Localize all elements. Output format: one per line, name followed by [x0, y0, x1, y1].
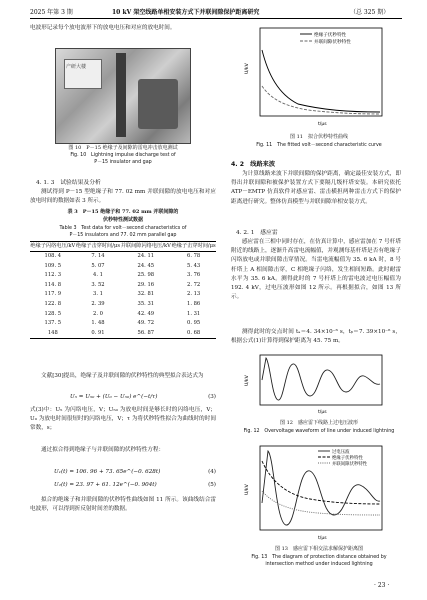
table-row — [30, 290, 216, 300]
fig13-legend-label-1: 过电压波 — [332, 450, 350, 455]
table-cell: 0. 91 — [76, 329, 121, 339]
table-cell: 112. 3 — [44, 272, 62, 279]
table-cell: 108. 4 — [44, 253, 62, 259]
table-cell: 114. 8 — [44, 281, 62, 288]
fig11-gap-curve — [262, 86, 380, 114]
fig11-x-axis-label: t/μs — [318, 122, 327, 127]
table-row — [30, 281, 216, 291]
para-fit-equations: 通过拟合得到绝缘子与并联间隙的伏秒特性方程： — [41, 447, 165, 453]
table-row — [30, 300, 216, 310]
table-cell: 5. 43 — [187, 262, 201, 269]
table3-header-cell: 绝缘子击穿时间/μs — [171, 242, 216, 252]
section-4-2: 4. 2 线路来波 — [231, 161, 276, 168]
fig12-frame — [260, 355, 382, 405]
table-row — [30, 310, 216, 320]
fig12-chart — [238, 352, 388, 416]
table-cell: 117. 9 — [44, 291, 62, 298]
table3-header-row — [30, 242, 216, 252]
table-cell: 1. 48 — [91, 320, 105, 327]
table3-header-cell: 绝缘子击穿时间/μs — [76, 242, 121, 252]
header-rule — [30, 18, 402, 19]
table-cell: 3. 52 — [91, 281, 105, 288]
table-row — [30, 252, 216, 262]
fig11-caption-en: Fig. 11 The fitted volt－second characteristic curve — [256, 143, 382, 148]
fig10-caption-cn: 图 10 P－15 绝缘子及间隙的雷电冲击放电测试 — [68, 145, 178, 151]
para-test-data: 测试得到 P－15 型绝缘子和 77. 02 mm 并联间隙的放电电压和对应放电时间的数据如表 3 所示。 — [30, 189, 216, 205]
fig11-legend-label-2: 并联间隙伏秒特性 — [314, 40, 351, 45]
table-row — [30, 262, 216, 272]
table3-title-cn-2: 伏秒特性测试数据 — [102, 217, 143, 223]
table-cell: 25. 98 — [137, 272, 155, 279]
table-cell: 35. 31 — [137, 300, 155, 307]
equation-3 — [30, 394, 216, 400]
section-4-1-3: 4. 1. 3 试验结果及分析 — [36, 180, 101, 186]
table3-title-cn-1: 表 3 P－15 绝缘子和 77. 02 mm 并联间隙的 — [67, 209, 179, 215]
fig11-chart — [238, 24, 388, 130]
table-cell: 29. 16 — [137, 281, 155, 288]
table-cell: 148 — [30, 329, 76, 339]
table-row — [30, 329, 216, 339]
para-fitted-curves: 拟合的绝缘子和并联间隙的伏秒特性曲线如图 11 所示。该曲线结合雷电波形，可以得到折反射时间差的数据。 — [30, 497, 216, 513]
photo-equipment-column — [116, 53, 126, 137]
para-line-wave: 为计算线路来波下并联间隙的保护距离，确定最佳安装方式，即得出并联间隙和被保护装置方式下要隔几级杆塔安装。本研究依托 ATP－EMTP 仿真软件对感应雷、雷击横担两种雷击方式下的保护距离进行研究。整体仿真模型与并联间隙单相安装方式。 — [231, 171, 401, 205]
table-cell: 2. 13 — [187, 291, 201, 298]
table-row — [30, 319, 216, 329]
photo-test-rig — [138, 79, 178, 129]
table-cell: 3. 76 — [187, 272, 201, 279]
fig11-caption-cn: 图 11 拟合伏秒特性曲线 — [290, 134, 348, 140]
table-cell: 4. 1 — [93, 272, 103, 279]
fig13-legend-label-2: 绝缘子伏秒特性 — [332, 456, 363, 461]
equation-4-formula: U₁(t) = 106. 96 + 73. 65e^(−0. 628t) — [54, 469, 161, 475]
table-cell: 0. 68 — [171, 329, 216, 339]
table-cell: 2. 0 — [93, 310, 103, 317]
table-cell: 1. 86 — [187, 300, 201, 307]
fig13-caption-cn: 图 13 感应雷下相交法求解保护距离图 — [275, 546, 363, 552]
table-cell: 122. 8 — [44, 300, 62, 307]
table-cell: 42. 49 — [137, 310, 155, 317]
fig10-caption-en-1: Fig. 10 Lightning impulse discharge test of — [70, 153, 176, 158]
equation-3-formula: U₅ = U₅₀ + (U₀ − U₅₀) e^(−t/τ) — [70, 394, 158, 400]
table-cell: 3. 1 — [93, 291, 103, 298]
table3-title-en-2: P－15 insulators and 77. 02 mm parallel gap — [69, 233, 177, 238]
equation-5-formula: U₂(t) = 23. 97 + 61. 12e^(−0. 904t) — [54, 482, 157, 488]
header-issue: 2025 年第 3 期 — [30, 9, 73, 16]
fig11-y-axis-label: U/kV — [245, 63, 250, 74]
table-cell: 1. 31 — [187, 310, 201, 317]
fig13-legend-label-3: 并联间隙伏秒特性 — [332, 462, 368, 467]
fig12-y-axis-label: U/kV — [245, 375, 250, 386]
table-cell: 137. 5 — [44, 320, 62, 327]
fig12-caption-en: Fig. 12 Overvoltage waveform of line under induced lightning — [243, 429, 395, 434]
para-symbols: 式(3)中：U₅ 为闪络电压，V；U₅₀ 为放电时间是够长时的闪络电压，V；U₀ 为放电时间很短时的闪络电压，V；τ 为将伏秒特性拟合为曲线时的时间常数，s； — [30, 407, 216, 432]
fig12-caption-cn: 图 12 感应雷下线路上过电压波形 — [280, 420, 358, 426]
fig11-legend-label-1: 绝缘子伏秒特性 — [314, 33, 347, 38]
table-cell: 2. 39 — [91, 300, 105, 307]
section-4-2-1: 4. 2. 1 感应雷 — [236, 230, 278, 236]
fig13-y-axis-label: U/kV — [245, 484, 250, 495]
fig13-caption-en-2: intersection method under induced lightning — [265, 562, 373, 567]
table-cell: 109. 5 — [44, 262, 62, 269]
table-cell: 128. 5 — [44, 310, 62, 317]
fig10-caption-en-2: P－15 insulator and gap — [94, 160, 152, 165]
fig13-frame — [260, 446, 382, 530]
fig13-chart — [238, 443, 388, 543]
table-cell: 56. 87 — [120, 329, 171, 339]
intro-text: 电波形记录每个放电波形下的放电电压和对应的放电时间。 — [30, 25, 176, 31]
table-cell: 2. 72 — [187, 281, 201, 288]
table-cell: 6. 78 — [187, 253, 201, 259]
page-number: · 23 · — [374, 582, 390, 589]
table3-header-cell: 绝缘子闪络电压/kV — [30, 242, 76, 252]
table-cell: 0. 95 — [187, 320, 201, 327]
equation-3-number: (3) — [208, 394, 216, 400]
table3-title-en-1: Table 3 Test data for volt－second characteristics of — [59, 226, 187, 231]
equation-5 — [30, 482, 216, 488]
header-title: 10 kV 架空线路单相安装方式下并联间隙保护距离研究 — [112, 9, 260, 16]
photo-label: 产研大楼 — [66, 64, 87, 70]
table-cell: 5. 07 — [91, 262, 105, 269]
fig12-x-axis-label: t/μs — [318, 410, 327, 415]
table-row — [30, 271, 216, 281]
fig13-x-axis-label: t/μs — [318, 536, 327, 541]
table3-header-cell: 并联间隙闪络电压/kV — [120, 242, 171, 252]
equation-4-number: (4) — [208, 469, 216, 475]
header-volume: （总 325 期） — [350, 9, 390, 16]
fig12-overvoltage-wave — [262, 358, 380, 400]
equation-4 — [30, 469, 216, 475]
fig13-caption-en-1: Fig. 13 The diagram of protection distance obtained by — [251, 555, 387, 560]
table-cell: 24. 11 — [137, 253, 155, 259]
table3 — [30, 241, 216, 339]
para-fit-expression: 文献[30]提出，绝缘子及并联间隙的伏秒特性的典型拟合表达式为 — [41, 373, 204, 379]
fig10-photo — [55, 48, 191, 144]
table-cell: 49. 72 — [137, 320, 155, 327]
table-cell: 24. 45 — [137, 262, 155, 269]
table-cell: 32. 81 — [137, 291, 155, 298]
fig11-insulator-curve — [262, 50, 380, 112]
para-induced-lightning: 感应雷在三相中同时存在，在仿真计算中，感应雷加在 7 号杆塔附近的线路上，逐渐升高雷电流幅值，并观测每基杆塔是否有绝缘子闪络放电或并联间隙击穿情况。当雷电流幅值为 35. 6 kA 时，8 号杆塔上 A 相间隙击穿，C 相绝缘子闪络，发生相间短路。此时耐雷水平为 35. 6 kA。测得此时的 7 号杆塔上的雷电波过电压幅值为 192. 4 kV，过电压波形如图 12 所示。再根据拟合，如图 13 所示。 — [231, 239, 401, 301]
equation-5-number: (5) — [208, 482, 216, 488]
para-intersection-time: 测得此时的交点时间 tₐ＝4. 34×10⁻⁶ s，tᵦ＝7. 39×10⁻⁶ s，根据公式(1)计算得到保护距离为 45. 75 m。 — [231, 329, 401, 345]
table-cell: 7. 14 — [91, 253, 105, 259]
fig13-insulator-curve — [262, 461, 380, 504]
